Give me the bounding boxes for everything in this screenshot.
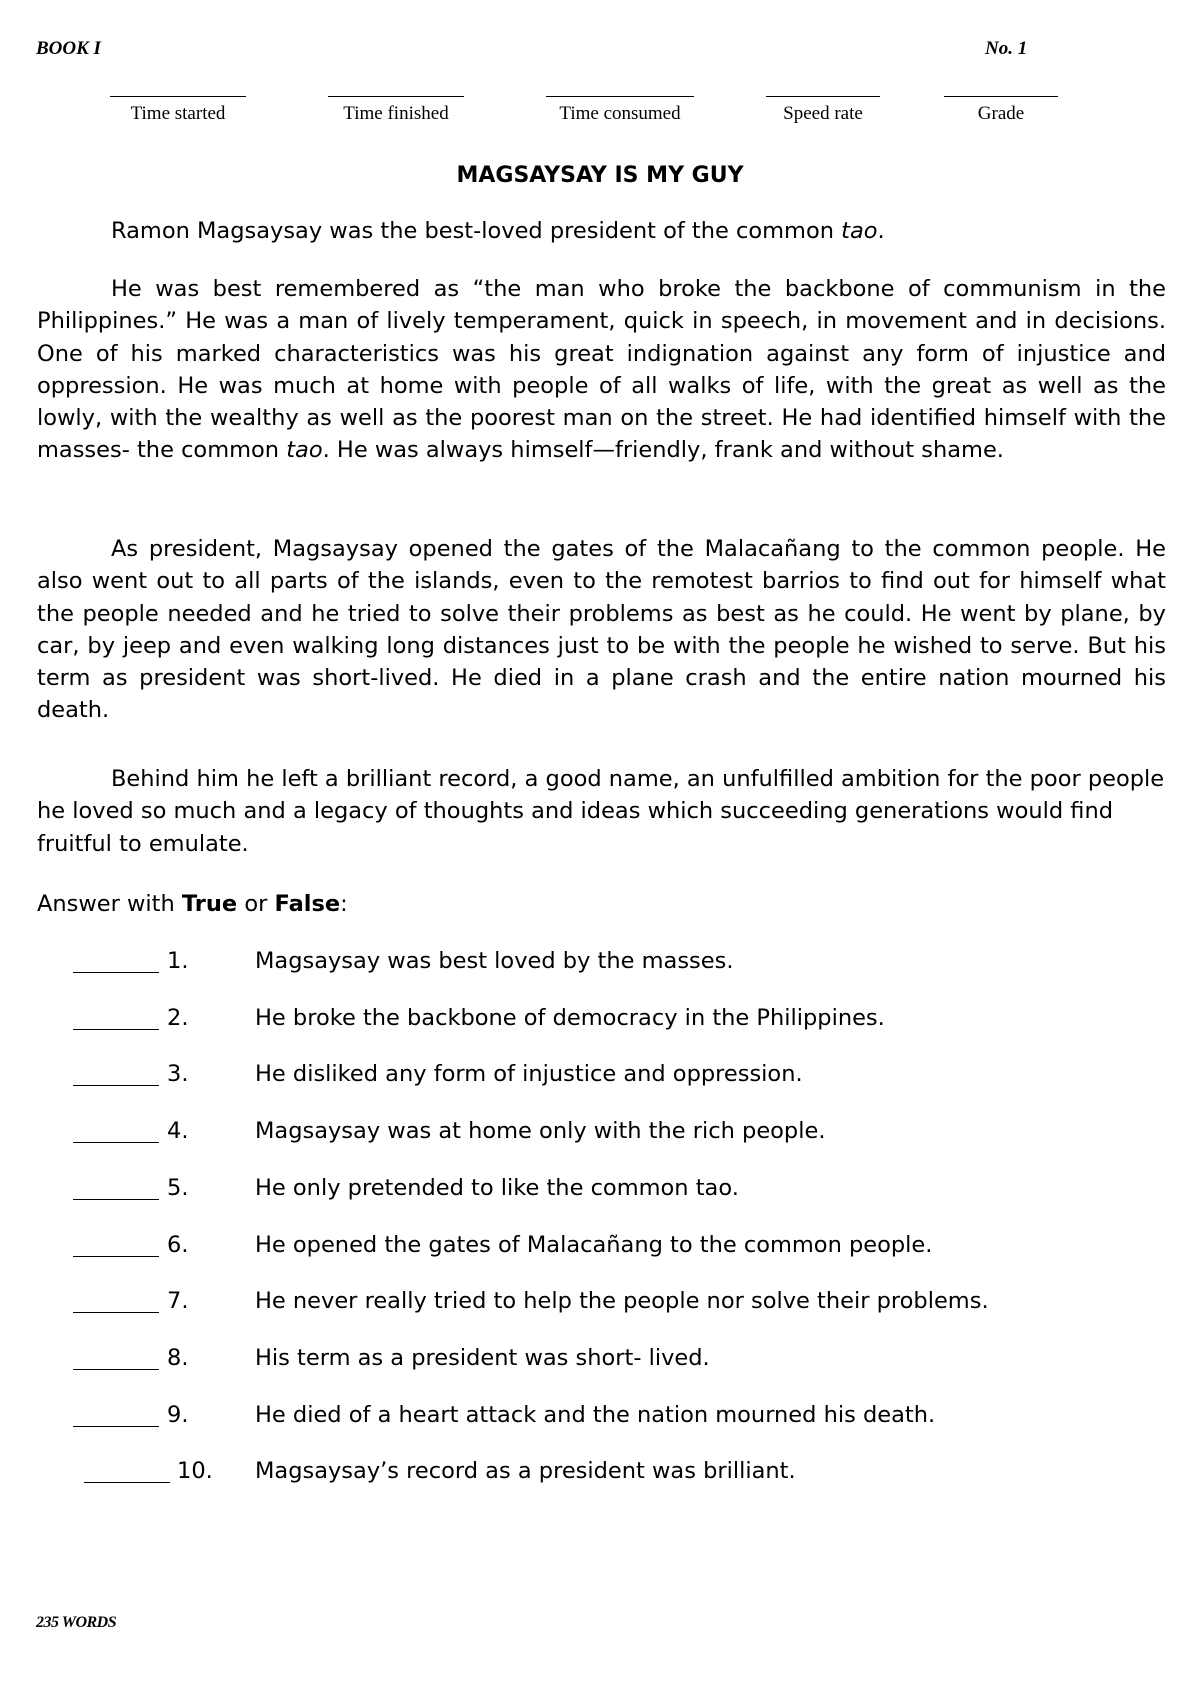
paragraph-3: [37, 763, 1166, 860]
italic-word: tao: [286, 437, 323, 464]
question-text: He disliked any form of injustice and oppression.: [255, 1061, 803, 1088]
field-speed-rate: [765, 96, 881, 125]
question-row: [0, 1005, 1200, 1037]
field-grade: [943, 96, 1059, 125]
field-line: [944, 96, 1058, 97]
answer-blank[interactable]: [73, 1369, 159, 1370]
question-number: 6.: [167, 1231, 189, 1258]
field-line: [328, 96, 464, 97]
answer-blank[interactable]: [73, 1312, 159, 1313]
question-number: 9.: [167, 1401, 189, 1428]
question-text: Magsaysay was best loved by the masses.: [255, 948, 734, 974]
answer-blank[interactable]: [84, 1482, 170, 1483]
true-word: True: [181, 891, 238, 917]
question-row: [0, 1175, 1200, 1207]
field-time-consumed: [545, 96, 695, 125]
question-row: [0, 1118, 1200, 1150]
field-time-started: [108, 96, 248, 125]
question-text: He opened the gates of Malacañang to the common people.: [255, 1231, 933, 1258]
word-count: 235 WORDS: [36, 1614, 117, 1631]
question-number: 5.: [167, 1174, 189, 1201]
intro-paragraph: [37, 215, 1166, 247]
question-text: Magsaysay was at home only with the rich people.: [255, 1118, 826, 1145]
field-line: [546, 96, 694, 97]
field-label: Time started: [130, 103, 226, 124]
field-label: Time consumed: [559, 103, 681, 124]
question-number: 10.: [177, 1458, 213, 1485]
field-label: Time finished: [343, 103, 449, 124]
question-number: 8.: [167, 1344, 189, 1371]
field-line: [110, 96, 246, 97]
intro-line: Ramon Magsaysay was the best-loved president of the common tao.: [111, 218, 885, 244]
paragraph-text: He was best remembered as “the man who broke the backbone of communism in the Philippines.” He was a man of lively temperament, quick in speech, in movement and in decisions. One of his marked characteristics was his great indignation against any form of injustice and oppression. He was much at home with people of all walks of life, with the great as well as the lowly, with the wealthy as well as the poorest man on the street. He had identified himself with the masses- the common tao. He was always himself—friendly, frank and without shame.: [37, 276, 1166, 464]
question-row: [0, 1061, 1200, 1093]
story-title: MAGSAYSAY IS MY GUY: [456, 163, 744, 188]
answer-blank[interactable]: [73, 1426, 159, 1427]
paragraph-text: As president, Magsaysay opened the gates of the Malacañang to the common people. He also went out to all parts of the islands, even to the remotest barrios to find out for himself what the people needed and he tried to solve their problems as best as he could. He went by plane, by car, by jeep and even walking long distances just to be with the people he wished to serve. But his term as president was short-lived. He died in a plane crash and the entire nation mourned his death.: [37, 536, 1166, 724]
question-text: He never really tried to help the people nor solve their problems.: [255, 1288, 989, 1315]
field-line: [766, 96, 880, 97]
question-row: [0, 1345, 1200, 1377]
false-word: False: [274, 891, 341, 917]
question-number: 2.: [167, 1004, 189, 1031]
question-text: He only pretended to like the common tao.: [255, 1174, 739, 1201]
answer-blank[interactable]: [73, 1029, 159, 1030]
field-time-finished: [326, 96, 466, 125]
answer-blank[interactable]: [73, 1142, 159, 1143]
question-row: [0, 1402, 1200, 1434]
question-text: His term as a president was short- lived.: [255, 1344, 710, 1371]
answer-blank[interactable]: [73, 1085, 159, 1086]
question-row: [0, 1458, 1200, 1490]
question-row: [0, 948, 1200, 980]
paragraph-1: [37, 273, 1166, 467]
question-row: [0, 1288, 1200, 1320]
question-text: Magsaysay’s record as a president was brilliant.: [255, 1458, 796, 1485]
question-row: [0, 1232, 1200, 1264]
answer-blank[interactable]: [73, 1256, 159, 1257]
field-label: Grade: [977, 103, 1025, 124]
question-number: 1.: [167, 948, 189, 974]
instructions: Answer with True or False:: [37, 891, 348, 917]
answer-blank[interactable]: [73, 1199, 159, 1200]
question-number: 4.: [167, 1118, 189, 1145]
question-number: 3.: [167, 1061, 189, 1088]
italic-word: tao: [841, 218, 878, 244]
paragraph-2: [37, 533, 1166, 727]
question-text: He broke the backbone of democracy in the Philippines.: [255, 1004, 885, 1031]
answer-blank[interactable]: [73, 972, 159, 973]
question-number: 7.: [167, 1288, 189, 1315]
paragraph-text: Behind him he left a brilliant record, a good name, an unfulfilled ambition for the poor people he loved so much and a legacy of thoughts and ideas which succeeding generations would find fruitful to emulate.: [37, 766, 1165, 857]
book-label: BOOK I: [36, 38, 101, 59]
field-label: Speed rate: [783, 103, 863, 124]
question-text: He died of a heart attack and the nation mourned his death.: [255, 1401, 936, 1428]
exercise-number: No. 1: [985, 38, 1028, 59]
